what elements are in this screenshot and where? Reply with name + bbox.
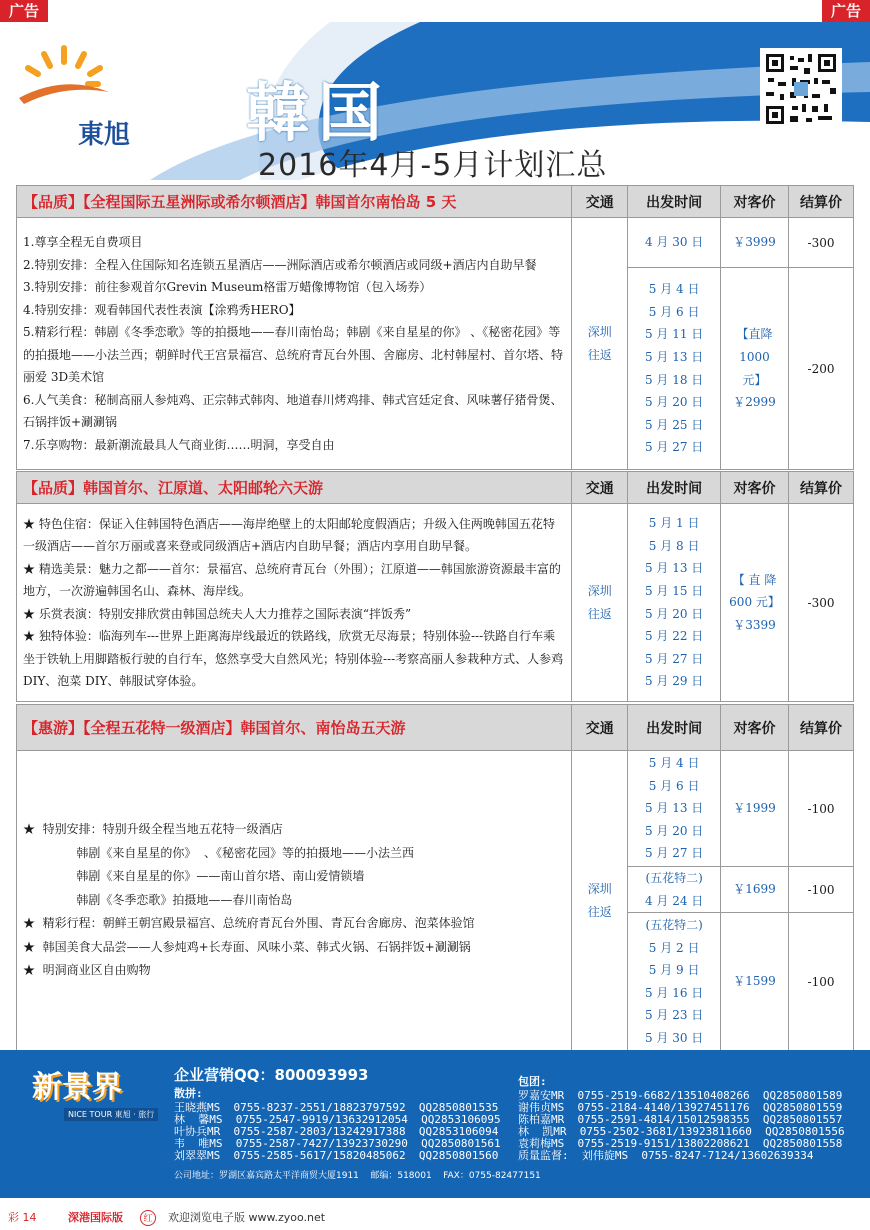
- col-transport: 交通: [572, 472, 628, 504]
- transport-cell: 深圳 往返: [572, 751, 628, 1051]
- contact-line: 陈柏嘉MR 0755-2591-4814/15012598355 QQ2850801557: [518, 1113, 843, 1126]
- header-banner: [0, 22, 870, 180]
- page-subtitle: 2016年4月-5月计划汇总: [258, 148, 608, 180]
- settle-price: -300: [789, 218, 854, 268]
- contact-line: 林 凯MR 0755-2502-3681/13923811660 QQ2850801556: [518, 1125, 845, 1138]
- col-departure: 出发时间: [628, 472, 721, 504]
- page-title: 韓国: [246, 76, 390, 151]
- departure-dates: (五花特二) 5 月 2 日 5 月 9 日 5 月 16 日 5 月 23 日 5 月 30 日: [628, 913, 721, 1051]
- price-cell: ￥1599: [721, 913, 789, 1051]
- site-link[interactable]: 欢迎浏览电子版 www.zyoo.net: [168, 1211, 326, 1224]
- table-header-row: [17, 186, 854, 218]
- price-cell: 【直降 1000 元】 ￥2999: [721, 268, 789, 470]
- edition-name: 深港国际版: [68, 1211, 123, 1224]
- footer-brand-sub: NICE TOUR 東旭 · 旅行: [64, 1108, 158, 1121]
- ad-tag-right: 广告: [822, 0, 870, 22]
- contact-line: 刘翠翠MS 0755-2585-5617/15820485062 QQ2850801560: [174, 1149, 499, 1162]
- departure-dates: 4 月 30 日: [628, 218, 721, 268]
- table-row: [17, 218, 854, 268]
- tour-table-1: [16, 185, 854, 470]
- col-settle: 结算价: [789, 186, 854, 218]
- contact-line: 林 馨MS 0755-2547-9919/13632912054 QQ2853106095: [174, 1113, 501, 1126]
- col-departure: 出发时间: [628, 705, 721, 751]
- contact-line: 谢伟贞MS 0755-2184-4140/13927451176 QQ2850801559: [518, 1101, 843, 1114]
- settle-price: -200: [789, 268, 854, 470]
- col-price: 对客价: [721, 705, 789, 751]
- contact-line: 质量监督: 刘伟旋MS 0755-8247-7124/13602639334: [518, 1149, 814, 1162]
- table-header-row: [17, 472, 854, 504]
- tour-title: 【品质】韩国首尔、江原道、太阳邮轮六天游: [17, 472, 572, 504]
- tour-description: 1.尊享全程无自费项目 2.特别安排：全程入住国际知名连锁五星酒店——洲际酒店或希尔顿酒店或同级+酒店内自助早餐 3.特别安排：前往参观首尔Grevin Museum格雷万蜡像博物馆（包入场券） 4.特别安排：观看韩国代表性表演【涂鸦秀HERO】 5.精彩行程：韩剧《冬季恋歌》等的拍摄地——春川南怡岛；韩剧《来自星星的你》 、《秘密花园》等的拍摄地——小法兰西；朝鲜时代王宫景福宫、总统府青瓦台外围、舍廊房、北村韩屋村、首尔塔、特丽爱 3D美术馆 6.人气美食：秘制高丽人参炖鸡、正宗韩式韩肉、地道春川烤鸡排、韩式宫廷定食、风味薯仔猪骨煲、石锅拌饭+涮涮锅 7.乐享购物：最新潮流最具人气商业街……明洞，享受自由: [17, 218, 572, 470]
- price-cell: ￥1999: [721, 751, 789, 867]
- sun-logo-icon: [14, 40, 114, 110]
- col-transport: 交通: [572, 705, 628, 751]
- bottom-bar: [0, 1206, 870, 1230]
- contact-line: 罗嘉安MR 0755-2519-6682/13510408266 QQ2850801589: [518, 1089, 843, 1102]
- footer-contacts: [0, 1050, 870, 1198]
- departure-dates: 5 月 4 日 5 月 6 日 5 月 11 日 5 月 13 日 5 月 18 日 5 月 20 日 5 月 25 日 5 月 27 日: [628, 268, 721, 470]
- settle-price: -100: [789, 751, 854, 867]
- settle-price: -100: [789, 913, 854, 1051]
- col-price: 对客价: [721, 472, 789, 504]
- departure-dates: 5 月 4 日 5 月 6 日 5 月 13 日 5 月 20 日 5 月 27 日: [628, 751, 721, 867]
- tour-title: 【品质】【全程国际五星洲际或希尔顿酒店】韩国首尔南怡岛 5 天: [17, 186, 572, 218]
- tour-description: ★ 特色住宿：保证入住韩国特色酒店——海岸绝壁上的太阳邮轮度假酒店；升级入住两晚韩国五花特一级酒店——首尔万丽或喜来登或同级酒店+酒店内自助早餐；酒店内享用自助早餐。 ★ 精选美景：魅力之都——首尔：景福宫、总统府青瓦台（外围）；江原道——韩国旅游资源最丰富的地方，一次游遍韩国名山、森林、海岸线。 ★ 乐赏表演：特别安排欣赏由韩国总统夫人大力推荐之国际表演“拌饭秀” ★ 独特体验：临海列车---世界上距离海岸线最近的铁路线，欣赏无尽海景；特别体验---铁路自行车乘坐于铁轨上用脚踏板行驶的自行车，悠然享受大自然风光；特别体验---考察高丽人参栽种方式、人参鸡 DIY、泡菜 DIY、韩服试穿体验。: [17, 504, 572, 702]
- price-cell: 【 直 降 600 元】 ￥3399: [721, 504, 789, 702]
- qr-code-icon: [760, 48, 842, 130]
- table-row: [17, 751, 854, 867]
- ad-tag-left: 广告: [0, 0, 48, 22]
- transport-cell: 深圳 往返: [572, 218, 628, 470]
- brand-logo-text: 東旭: [78, 120, 131, 150]
- table-row: [17, 504, 854, 702]
- tour-description: ★ 特别安排：特别升级全程当地五花特一级酒店 韩剧《来自星星的你》 、《秘密花园》等的拍摄地——小法兰西 韩剧《来自星星的你》——南山首尔塔、南山爱情锁墙 韩剧《冬季恋歌》拍摄地——春川南怡岛 ★ 精彩行程：朝鲜王朝宫殿景福宫、总统府青瓦台外围、青瓦台舍廊房、泡菜体验馆 ★ 韩国美食大品尝——人参炖鸡+长寿面、风味小菜、韩式火锅、石锅拌饭+涮涮锅 ★ 明洞商业区自由购物: [17, 751, 572, 1051]
- col-transport: 交通: [572, 186, 628, 218]
- tour-table-3: [16, 704, 854, 1051]
- departure-dates: (五花特二) 4 月 24 日: [628, 867, 721, 913]
- tour-title: 【惠游】【全程五花特一级酒店】韩国首尔、南怡岛五天游: [17, 705, 572, 751]
- contact-line: 叶协兵MR 0755-2587-2803/13242917388 QQ2853106094: [174, 1125, 499, 1138]
- settle-price: -300: [789, 504, 854, 702]
- col-settle: 结算价: [789, 705, 854, 751]
- contact-line: 韦 唯MS 0755-2587-7427/13923730290 QQ2850801561: [174, 1137, 501, 1150]
- price-cell: ￥3999: [721, 218, 789, 268]
- price-cell: ￥1699: [721, 867, 789, 913]
- col-settle: 结算价: [789, 472, 854, 504]
- departure-dates: 5 月 1 日 5 月 8 日 5 月 13 日 5 月 15 日 5 月 20 日 5 月 22 日 5 月 27 日 5 月 29 日: [628, 504, 721, 702]
- contact-line: 王晓燕MS 0755-8237-2551/18823797592 QQ2850801535: [174, 1101, 499, 1114]
- footer-right-heading: 包团:: [518, 1075, 547, 1088]
- col-departure: 出发时间: [628, 186, 721, 218]
- tour-table-2: [16, 471, 854, 702]
- col-price: 对客价: [721, 186, 789, 218]
- footer-left-heading: 散拼:: [174, 1087, 203, 1100]
- settle-price: -100: [789, 867, 854, 913]
- footer-qq-line: 企业营销QQ：800093993: [174, 1066, 369, 1084]
- edition-badge: 红: [140, 1210, 156, 1226]
- page-number: 彩 14: [8, 1211, 37, 1224]
- footer-brand-logo: 新景界: [32, 1070, 122, 1105]
- contact-line: 袁莉梅MS 0755-2519-9151/13802208621 QQ2850801558: [518, 1137, 843, 1150]
- transport-cell: 深圳 往返: [572, 504, 628, 702]
- table-header-row: [17, 705, 854, 751]
- footer-address: 公司地址：罗湖区嘉宾路太平洋商贸大厦1911 邮编：518001 FAX：0755-82477151: [174, 1171, 541, 1181]
